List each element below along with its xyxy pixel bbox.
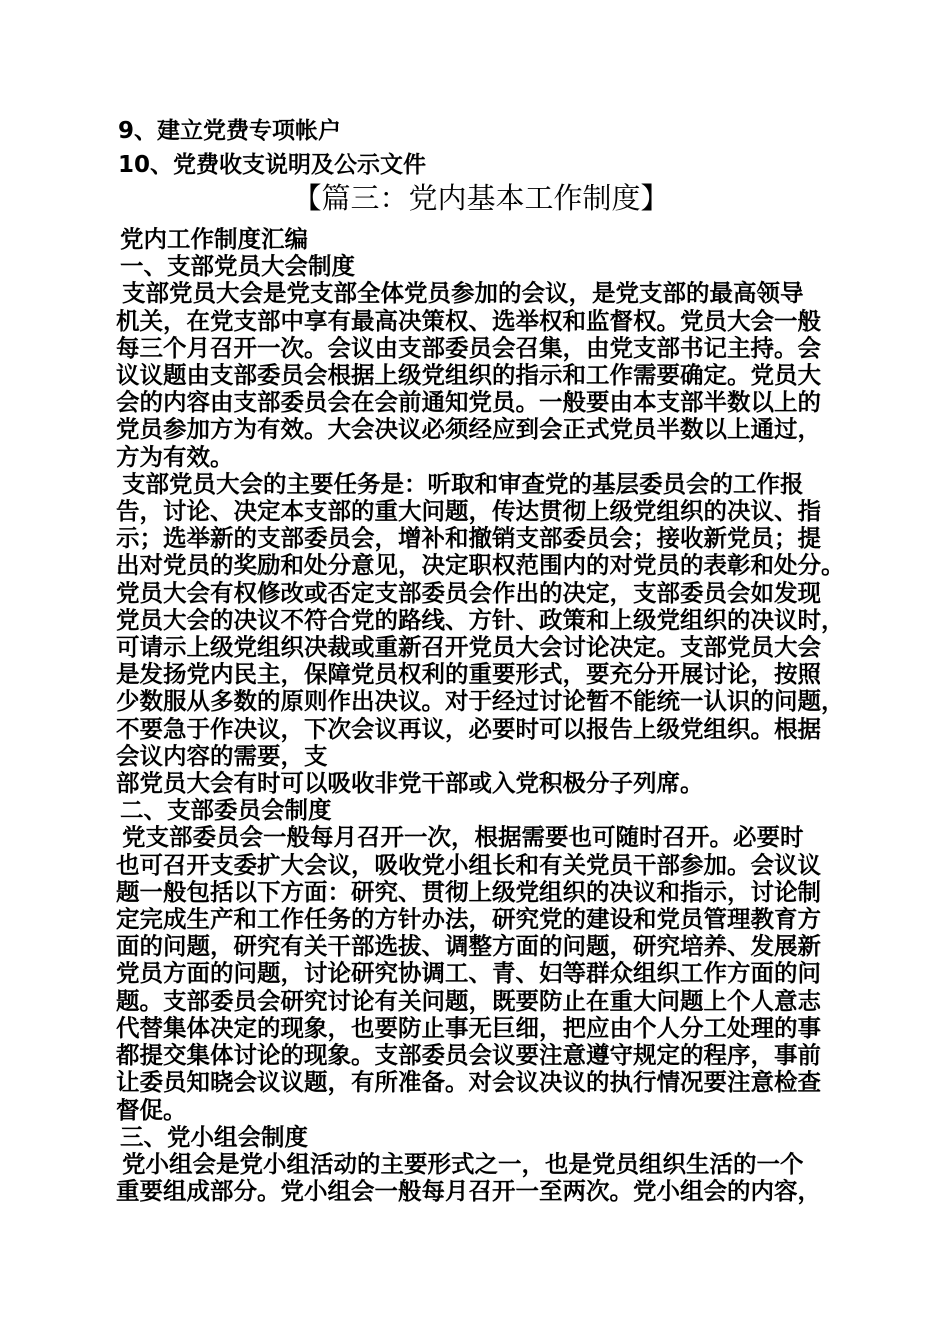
paragraph-line: 代替集体决定的现象，也要防止事无巨细，把应由个人分工处理的事 bbox=[116, 1013, 821, 1042]
paragraph-line: 党支部委员会一般每月召开一次，根据需要也可随时召开。必要时 bbox=[122, 823, 804, 852]
paragraph-line: 告，讨论、决定本支部的重大问题，传达贯彻上级党组织的决议、指 bbox=[116, 497, 821, 526]
paragraph-line: 党员参加方为有效。大会决议必须经应到会正式党员半数以上通过， bbox=[116, 415, 821, 444]
paragraph-line: 定完成生产和工作任务的方针办法，研究党的建设和党员管理教育方 bbox=[116, 905, 821, 934]
paragraph-line: 会的内容由支部委员会在会前通知党员。一般要由本支部半数以上的 bbox=[116, 388, 821, 417]
chapter-title: 【篇三：党内基本工作制度】 bbox=[292, 181, 670, 215]
paragraph-line: 出对党员的奖励和处分意见，决定职权范围内的对党员的表彰和处分。 bbox=[116, 551, 845, 580]
section-heading-2: 二、支部委员会制度 bbox=[120, 796, 332, 825]
paragraph-line: 议议题由支部委员会根据上级党组织的指示和工作需要确定。党员大 bbox=[116, 361, 821, 390]
paragraph-line: 题。支部委员会研究讨论有关问题，既要防止在重大问题上个人意志 bbox=[116, 986, 821, 1015]
paragraph-line: 题一般包括以下方面：研究、贯彻上级党组织的决议和指示，讨论制 bbox=[116, 877, 821, 906]
paragraph-line: 不要急于作决议，下次会议再议，必要时可以报告上级党组织。根据 bbox=[116, 714, 821, 743]
document-title: 党内工作制度汇编 bbox=[120, 225, 308, 253]
paragraph-line: 会议内容的需要，支 bbox=[116, 741, 328, 770]
section-heading-3: 三、党小组会制度 bbox=[120, 1122, 308, 1151]
paragraph-line: 面的问题，研究有关干部选拔、调整方面的问题，研究培养、发展新 bbox=[116, 932, 821, 961]
paragraph-line: 支部党员大会是党支部全体党员参加的会议，是党支部的最高领导 bbox=[122, 279, 804, 308]
paragraph-line: 党员大会有权修改或否定支部委员会作出的决定，支部委员会如发现 bbox=[116, 578, 821, 607]
list-item-9: 9、建立党费专项帐户 bbox=[118, 118, 342, 144]
paragraph-line: 重要组成部分。党小组会一般每月召开一至两次。党小组会的内容， bbox=[116, 1177, 821, 1206]
paragraph-line: 少数服从多数的原则作出决议。对于经过讨论暂不能统一认识的问题， bbox=[116, 687, 845, 716]
paragraph-line: 可请示上级党组织决裁或重新召开党员大会讨论决定。支部党员大会 bbox=[116, 633, 821, 662]
paragraph-line: 每三个月召开一次。会议由支部委员会召集，由党支部书记主持。会 bbox=[116, 333, 821, 362]
paragraph-line: 党小组会是党小组活动的主要形式之一，也是党员组织生活的一个 bbox=[122, 1149, 804, 1178]
paragraph-line: 支部党员大会的主要任务是：听取和审查党的基层委员会的工作报 bbox=[122, 469, 804, 498]
section-heading-1: 一、支部党员大会制度 bbox=[120, 252, 355, 281]
paragraph-line: 方为有效。 bbox=[116, 442, 234, 471]
document-content bbox=[116, 114, 846, 1205]
paragraph-line: 党员大会的决议不符合党的路线、方针、政策和上级党组织的决议时， bbox=[116, 605, 845, 634]
paragraph-line: 也可召开支委扩大会议，吸收党小组长和有关党员干部参加。会议议 bbox=[116, 850, 821, 879]
paragraph-line: 让委员知晓会议议题，有所准备。对会议决议的执行情况要注意检查 bbox=[116, 1068, 821, 1097]
paragraph-line: 示；选举新的支部委员会，增补和撤销支部委员会；接收新党员；提 bbox=[116, 524, 821, 553]
list-item-10: 10、党费收支说明及公示文件 bbox=[118, 152, 427, 178]
paragraph-line: 都提交集体讨论的现象。支部委员会议要注意遵守规定的程序，事前 bbox=[116, 1041, 821, 1070]
paragraph-line: 党员方面的问题，讨论研究协调工、青、妇等群众组织工作方面的问 bbox=[116, 959, 821, 988]
paragraph-line: 部党员大会有时可以吸收非党干部或入党积极分子列席。 bbox=[116, 769, 704, 798]
paragraph-line: 机关，在党支部中享有最高决策权、选举权和监督权。党员大会一般 bbox=[116, 306, 821, 335]
paragraph-line: 是发扬党内民主，保障党员权利的重要形式，要充分开展讨论，按照 bbox=[116, 660, 821, 689]
paragraph-line: 督促。 bbox=[116, 1095, 187, 1124]
